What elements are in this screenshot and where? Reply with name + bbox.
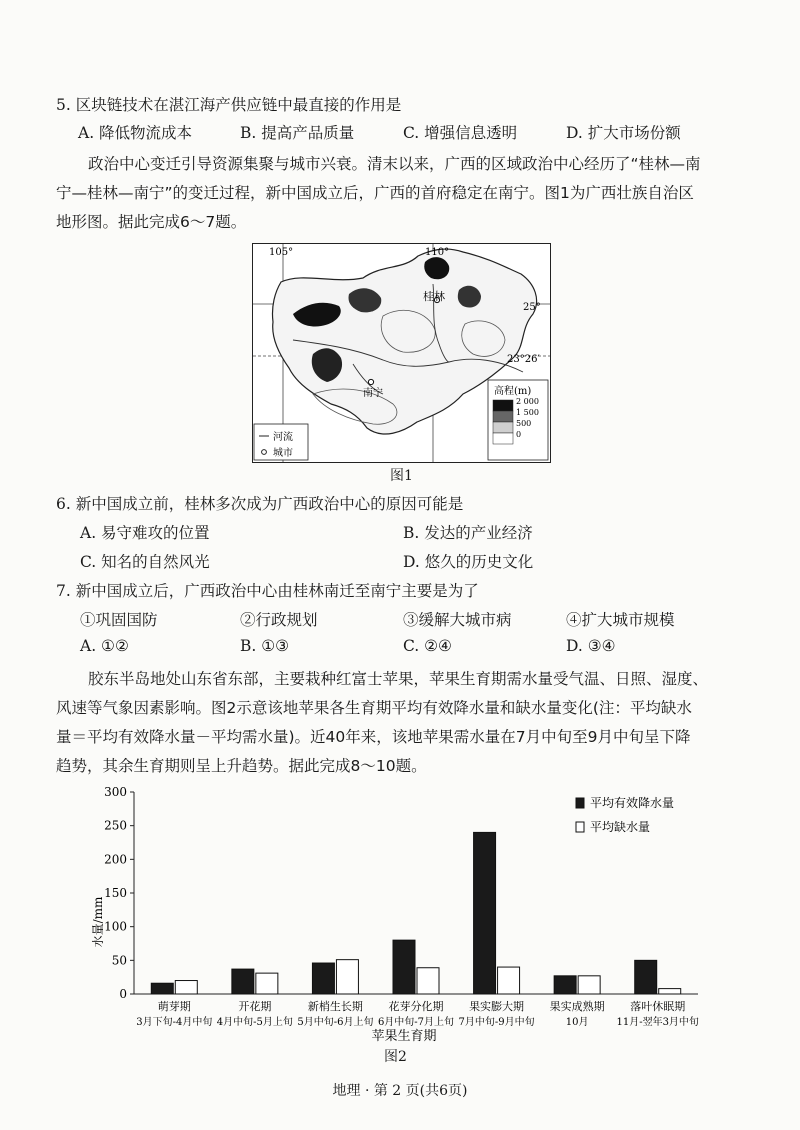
bar-precipitation bbox=[393, 940, 415, 994]
q7-option-a: A. ①② bbox=[80, 637, 129, 655]
bar-deficit bbox=[256, 973, 278, 994]
y-axis-label: 水量/mm bbox=[91, 896, 105, 948]
q7-option-c: C. ②④ bbox=[403, 637, 452, 655]
page-footer: 地理 · 第 2 页(共6页) bbox=[332, 1083, 468, 1099]
legend-city-icon bbox=[262, 450, 267, 455]
bar-deficit bbox=[175, 981, 197, 994]
passage1-line3: 地形图。据此完成6～7题。 bbox=[56, 213, 247, 231]
x-category-period: 10月 bbox=[565, 1017, 589, 1028]
q7-option-d: D. ③④ bbox=[566, 637, 616, 655]
terrain-map bbox=[252, 243, 551, 463]
y-tick-label: 200 bbox=[104, 852, 127, 867]
water-bar-chart bbox=[88, 782, 728, 1050]
q6-option-a: A. 易守难攻的位置 bbox=[80, 524, 210, 542]
y-tick-label: 300 bbox=[104, 785, 127, 799]
x-category-label: 开花期 bbox=[238, 1000, 272, 1013]
bar-precipitation bbox=[151, 983, 173, 994]
x-category-period: 3月下旬-4月中旬 bbox=[136, 1017, 213, 1028]
passage1-line2: 宁—桂林—南宁”的变迁过程，新中国成立后，广西的首府稳定在南宁。图1为广西壮族自治区 bbox=[56, 184, 694, 202]
q7-item-1: ①巩固国防 bbox=[80, 611, 158, 629]
legend-level: 2 000 bbox=[516, 397, 539, 406]
x-axis-label: 苹果生育期 bbox=[371, 1029, 437, 1044]
bar-precipitation bbox=[554, 976, 576, 994]
bar-deficit bbox=[659, 989, 681, 994]
q5-option-d: D. 扩大市场份额 bbox=[566, 124, 681, 142]
passage2-line2: 风速等气象因素影响。图2示意该地苹果各生育期平均有效降水量和缺水量变化(注：平均缺水 bbox=[56, 699, 692, 717]
x-category-period: 6月中旬-7月上旬 bbox=[377, 1017, 455, 1028]
bar-precipitation bbox=[232, 969, 254, 994]
lon-105-label: 105° bbox=[269, 247, 294, 258]
legend-title: 高程(m) bbox=[494, 386, 532, 397]
legend-swatch-0 bbox=[493, 433, 513, 444]
legend-level: 500 bbox=[516, 419, 532, 428]
q5-option-c: C. 增强信息透明 bbox=[403, 124, 518, 142]
x-category-label: 果实膨大期 bbox=[469, 1000, 525, 1013]
x-category-period: 11月-翌年3月中旬 bbox=[616, 1017, 699, 1028]
terrain-map-svg bbox=[253, 244, 550, 462]
x-category-label: 新梢生长期 bbox=[307, 1000, 363, 1013]
q5-option-b: B. 提高产品质量 bbox=[240, 124, 355, 142]
nanning-label: 南宁 bbox=[363, 388, 383, 399]
x-category-period: 7月中旬-9月中旬 bbox=[458, 1017, 535, 1028]
lon-110-label: 110° bbox=[425, 247, 450, 258]
q5-stem: 5. 区块链技术在湛江海产供应链中最直接的作用是 bbox=[56, 96, 402, 114]
y-tick-label: 100 bbox=[104, 919, 127, 934]
bar-deficit bbox=[498, 967, 520, 994]
legend-swatch-deficit bbox=[576, 822, 584, 832]
legend-label-deficit: 平均缺水量 bbox=[590, 820, 651, 834]
legend-river-label: 河流 bbox=[273, 432, 293, 443]
q6-option-c: C. 知名的自然风光 bbox=[80, 553, 210, 571]
q7-item-2: ②行政规划 bbox=[240, 611, 318, 629]
bar-precipitation bbox=[474, 832, 496, 994]
q7-item-3: ③缓解大城市病 bbox=[403, 611, 512, 629]
legend-city-label: 城市 bbox=[273, 448, 293, 459]
figure2-caption: 图2 bbox=[384, 1049, 407, 1065]
legend-label-precip: 平均有效降水量 bbox=[590, 796, 675, 810]
legend-level: 1 500 bbox=[516, 408, 539, 417]
tropic-label: 23°26′ bbox=[507, 354, 540, 365]
bar-deficit bbox=[336, 960, 358, 994]
passage2-line4: 趋势，其余生育期则呈上升趋势。据此完成8～10题。 bbox=[56, 757, 427, 775]
bar-precipitation bbox=[635, 960, 657, 994]
symbol-legend bbox=[254, 424, 308, 460]
elevation-legend bbox=[488, 380, 548, 460]
x-category-period: 5月中旬-6月上旬 bbox=[297, 1017, 374, 1028]
q6-option-b: B. 发达的产业经济 bbox=[403, 524, 533, 542]
guilin-label: 桂林 bbox=[423, 290, 445, 303]
legend-swatch-precip bbox=[576, 798, 584, 808]
passage2-line3: 量＝平均有效降水量－平均需水量)。近40年来，该地苹果需水量在7月中旬至9月中旬呈下降 bbox=[56, 728, 691, 746]
y-tick-label: 0 bbox=[119, 987, 127, 1001]
chart-legend bbox=[576, 795, 674, 834]
bar-precipitation bbox=[312, 963, 334, 994]
bar-deficit bbox=[417, 968, 439, 994]
x-category-label: 萌芽期 bbox=[157, 1000, 191, 1013]
x-category-label: 落叶休眠期 bbox=[630, 1000, 686, 1013]
figure1-caption: 图1 bbox=[390, 468, 413, 484]
q6-stem: 6. 新中国成立前，桂林多次成为广西政治中心的原因可能是 bbox=[56, 495, 464, 513]
legend-swatch-1500 bbox=[493, 411, 513, 422]
y-tick-label: 250 bbox=[104, 818, 127, 833]
x-category-label: 花芽分化期 bbox=[388, 1000, 444, 1013]
y-tick-label: 150 bbox=[104, 886, 127, 900]
q7-stem: 7. 新中国成立后，广西政治中心由桂林南迁至南宁主要是为了 bbox=[56, 582, 479, 600]
passage2-line1: 胶东半岛地处山东省东部，主要栽种红富士苹果，苹果生育期需水量受气温、日照、湿度、 bbox=[88, 670, 709, 688]
x-category-period: 4月中旬-5月上旬 bbox=[216, 1017, 293, 1028]
y-tick-label: 50 bbox=[111, 953, 127, 968]
nanning-city-marker bbox=[368, 379, 373, 384]
x-category-label: 果实成熟期 bbox=[549, 1000, 605, 1013]
legend-swatch-2000 bbox=[493, 400, 513, 411]
bar-deficit bbox=[578, 976, 600, 994]
q7-option-b: B. ①③ bbox=[240, 637, 290, 655]
lat-25-label: 25° bbox=[523, 302, 541, 313]
legend-swatch-500 bbox=[493, 422, 513, 433]
legend-level: 0 bbox=[516, 430, 522, 439]
passage1-line1: 政治中心变迁引导资源集聚与城市兴衰。清末以来，广西的区域政治中心经历了“桂林—南 bbox=[88, 155, 701, 173]
q5-option-a: A. 降低物流成本 bbox=[78, 124, 193, 142]
q7-item-4: ④扩大城市规模 bbox=[566, 611, 675, 629]
q6-option-d: D. 悠久的历史文化 bbox=[403, 553, 534, 571]
